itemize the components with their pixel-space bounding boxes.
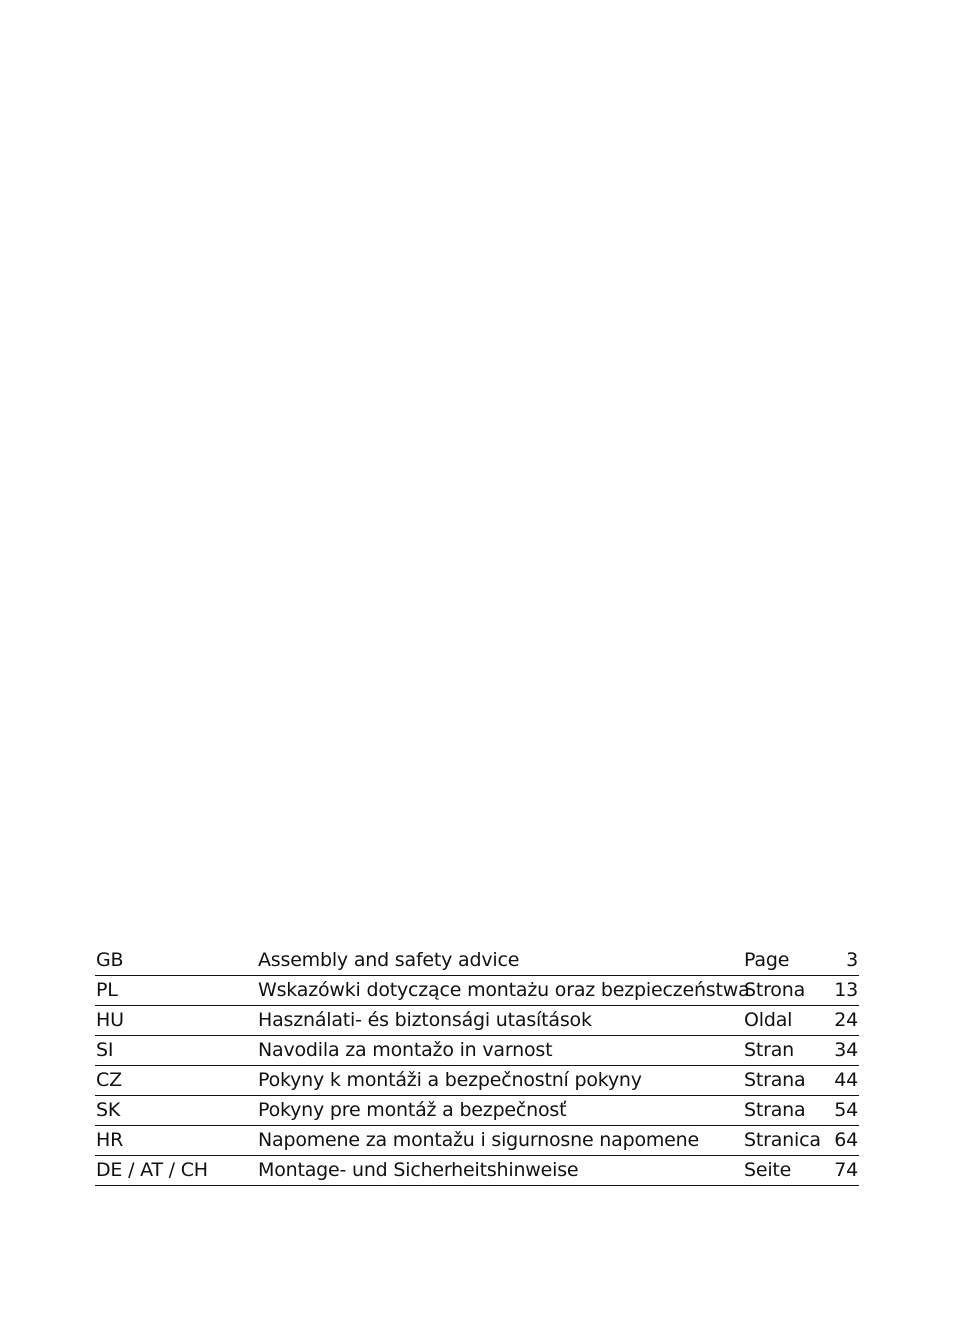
page-label: Page bbox=[744, 949, 790, 971]
toc-row-sk[interactable] bbox=[95, 1096, 859, 1126]
section-title: Használati- és biztonsági utasítások bbox=[258, 1009, 592, 1031]
section-title: Montage- und Sicherheitshinweise bbox=[258, 1159, 579, 1181]
language-code: SI bbox=[96, 1039, 114, 1061]
toc-row-de-at-ch[interactable] bbox=[95, 1156, 859, 1186]
language-code: PL bbox=[96, 979, 118, 1001]
toc-row-hu[interactable] bbox=[95, 1006, 859, 1036]
language-code: HU bbox=[96, 1009, 124, 1031]
page-label: Strana bbox=[744, 1069, 806, 1091]
page-number: 13 bbox=[834, 979, 858, 1001]
toc-row-cz[interactable] bbox=[95, 1066, 859, 1096]
toc-row-hr[interactable] bbox=[95, 1126, 859, 1156]
language-code: HR bbox=[96, 1129, 124, 1151]
section-title: Pokyny k montáži a bezpečnostní pokyny bbox=[258, 1069, 642, 1091]
section-title: Navodila za montažo in varnost bbox=[258, 1039, 553, 1061]
page-number: 24 bbox=[834, 1009, 858, 1031]
table-of-contents bbox=[95, 946, 859, 1186]
language-code: CZ bbox=[96, 1069, 122, 1091]
toc-row-pl[interactable] bbox=[95, 976, 859, 1006]
page-label: Strana bbox=[744, 1099, 806, 1121]
section-title: Pokyny pre montáž a bezpečnosť bbox=[258, 1099, 567, 1121]
section-title: Napomene za montažu i sigurnosne napomene bbox=[258, 1129, 699, 1151]
page-number: 64 bbox=[834, 1129, 858, 1151]
page-label: Seite bbox=[744, 1159, 792, 1181]
toc-row-si[interactable] bbox=[95, 1036, 859, 1066]
page-number: 74 bbox=[834, 1159, 858, 1181]
page-label: Oldal bbox=[744, 1009, 793, 1031]
page-label: Stranica bbox=[744, 1129, 821, 1151]
language-code: DE / AT / CH bbox=[96, 1159, 208, 1181]
page-number: 34 bbox=[834, 1039, 858, 1061]
page-number: 44 bbox=[834, 1069, 858, 1091]
section-title: Assembly and safety advice bbox=[258, 949, 520, 971]
language-code: SK bbox=[96, 1099, 121, 1121]
section-title: Wskazówki dotyczące montażu oraz bezpieczeństwa bbox=[258, 979, 750, 1001]
language-code: GB bbox=[96, 949, 124, 971]
page-label: Stran bbox=[744, 1039, 795, 1061]
toc-row-gb[interactable] bbox=[95, 946, 859, 976]
page-number: 54 bbox=[834, 1099, 858, 1121]
page-label: Strona bbox=[744, 979, 806, 1001]
page-number: 3 bbox=[846, 949, 858, 971]
